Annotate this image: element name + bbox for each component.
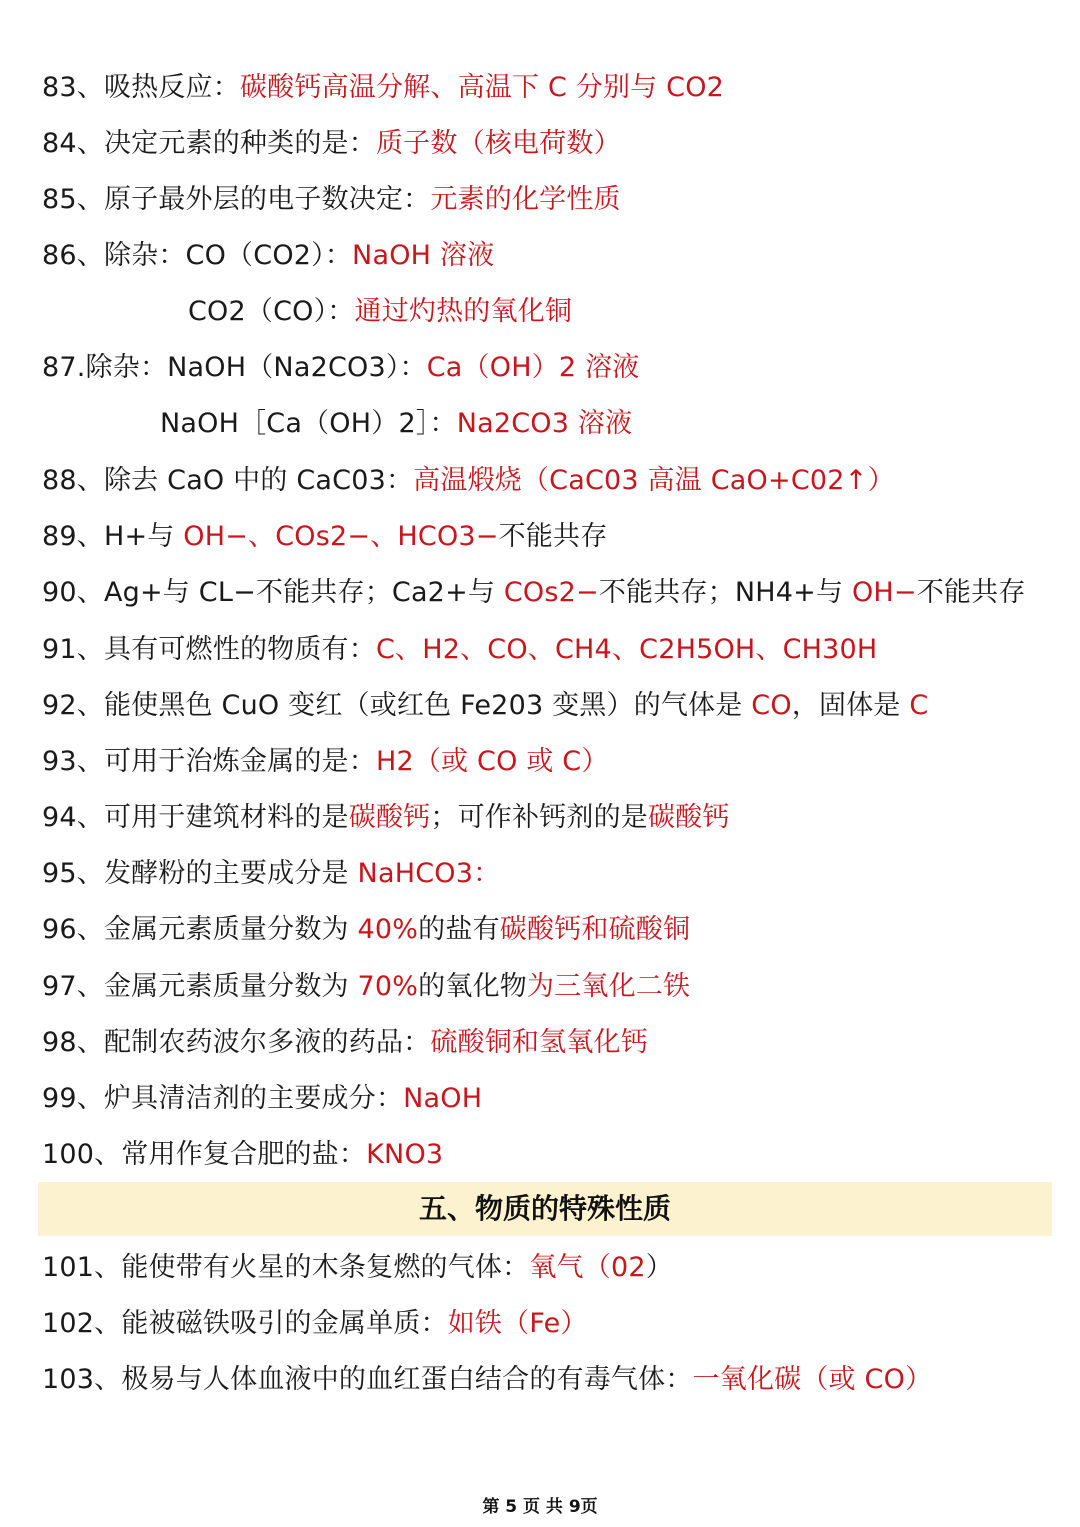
line-101	[42, 1244, 673, 1292]
line-83	[42, 64, 724, 112]
line-99	[42, 1075, 482, 1123]
answer-text: OH−	[851, 577, 917, 608]
prompt-text: 97、金属元素质量分数为	[42, 971, 358, 1002]
prompt-text: 的氧化物	[418, 971, 527, 1002]
prompt-text: 96、金属元素质量分数为	[42, 914, 358, 945]
page-footer: 第 5 页 共 9页	[482, 1497, 598, 1517]
prompt-text: 89、H+与	[42, 521, 184, 552]
answer-text: NaOH	[403, 1083, 483, 1114]
prompt-text: 98、配制农药波尔多液的药品：	[42, 1027, 431, 1058]
answer-text: 碳酸钙高温分解、高温下 C 分别与 CO2	[239, 72, 725, 103]
answer-text: 40%	[357, 914, 419, 945]
prompt-text: ，固体是	[791, 690, 910, 721]
answer-text: 通过灼热的氧化铜	[354, 296, 573, 327]
line-103	[42, 1356, 932, 1404]
prompt-text: ）	[645, 1252, 673, 1283]
answer-text: 为三氧化二铁	[526, 971, 691, 1002]
line-91	[42, 626, 877, 674]
prompt-text: CO2（CO）：	[188, 296, 355, 327]
prompt-text: 86、除杂：CO（CO2）：	[42, 240, 353, 271]
answer-text: 碳酸钙	[647, 802, 730, 833]
prompt-text: 不能共存	[916, 577, 1026, 608]
answer-text: 碳酸钙和硫酸铜	[499, 914, 691, 945]
answer-text: C	[909, 690, 929, 721]
prompt-text: 88、除去 CaO 中的 CaC03：	[42, 465, 414, 496]
answer-text: Ca（OH）2 溶液	[426, 352, 640, 383]
line-84	[42, 120, 621, 168]
answer-text: 如铁（Fe）	[447, 1308, 588, 1339]
line-94	[42, 794, 730, 842]
answer-text: COs2−	[503, 577, 599, 608]
prompt-text: 103、极易与人体血液中的血红蛋白结合的有毒气体：	[42, 1364, 693, 1395]
prompt-text: 87.除杂：NaOH（Na2CO3）：	[42, 352, 427, 383]
line-97	[42, 963, 690, 1011]
answer-text: CO	[751, 690, 792, 721]
line-98	[42, 1019, 648, 1067]
prompt-text: 不能共存	[498, 521, 608, 552]
section-title: 五、物质的特殊性质	[38, 1182, 1052, 1236]
line-93	[42, 738, 609, 786]
answer-text: 一氧化碳（或 CO）	[692, 1364, 933, 1395]
answer-text: 质子数（核电荷数）	[375, 128, 621, 159]
answer-text: H2（或 CO 或 C）	[375, 746, 609, 777]
prompt-text: 的盐有	[418, 914, 500, 945]
answer-text: KNO3	[366, 1139, 444, 1170]
prompt-text: 93、可用于治炼金属的是：	[42, 746, 376, 777]
line-86-sub	[188, 288, 572, 336]
answer-text: C、H2、CO、CH4、C2H5OH、CH30H	[375, 634, 878, 665]
line-86	[42, 232, 494, 280]
prompt-text: 91、具有可燃性的物质有：	[42, 634, 376, 665]
line-87	[42, 344, 639, 392]
prompt-text: 90、Ag+与 CL−不能共存；Ca2+与	[42, 577, 504, 608]
prompt-text: 不能共存；NH4+与	[598, 577, 852, 608]
answer-text: 高温煅烧（CaC03 高温 CaO+C02↑）	[413, 465, 895, 496]
line-88	[42, 457, 895, 505]
line-100	[42, 1131, 443, 1179]
answer-text: 70%	[357, 971, 419, 1002]
answer-text: NaHCO3：	[357, 858, 501, 889]
prompt-text: ；可作补钙剂的是	[430, 802, 648, 833]
line-96	[42, 906, 690, 954]
prompt-text: 101、能使带有火星的木条复燃的气体：	[42, 1252, 530, 1283]
prompt-text: 83、吸热反应：	[42, 72, 240, 103]
line-85	[42, 176, 621, 224]
line-89	[42, 513, 607, 561]
prompt-text: 84、决定元素的种类的是：	[42, 128, 376, 159]
answer-text: 氧气（02	[529, 1252, 646, 1283]
line-95	[42, 850, 500, 898]
answer-text: Na2CO3 溶液	[456, 408, 633, 439]
prompt-text: 85、原子最外层的电子数决定：	[42, 184, 431, 215]
answer-text: 碳酸钙	[348, 802, 431, 833]
prompt-text: 95、发酵粉的主要成分是	[42, 858, 358, 889]
line-87-sub	[160, 400, 632, 448]
line-102	[42, 1300, 588, 1348]
answer-text: 元素的化学性质	[430, 184, 621, 215]
answer-text: 硫酸铜和氢氧化钙	[430, 1027, 648, 1058]
answer-text: NaOH 溶液	[352, 240, 495, 271]
line-90	[42, 569, 1026, 617]
prompt-text: 100、常用作复合肥的盐：	[42, 1139, 367, 1170]
prompt-text: NaOH［Ca（OH）2］：	[160, 408, 457, 439]
answer-text: OH−、COs2−、HCO3−	[183, 521, 499, 552]
line-92	[42, 682, 928, 730]
prompt-text: 99、炉具清洁剂的主要成分：	[42, 1083, 404, 1114]
prompt-text: 92、能使黑色 CuO 变红（或红色 Fe203 变黑）的气体是	[42, 690, 752, 721]
prompt-text: 94、可用于建筑材料的是	[42, 802, 349, 833]
prompt-text: 102、能被磁铁吸引的金属单质：	[42, 1308, 448, 1339]
